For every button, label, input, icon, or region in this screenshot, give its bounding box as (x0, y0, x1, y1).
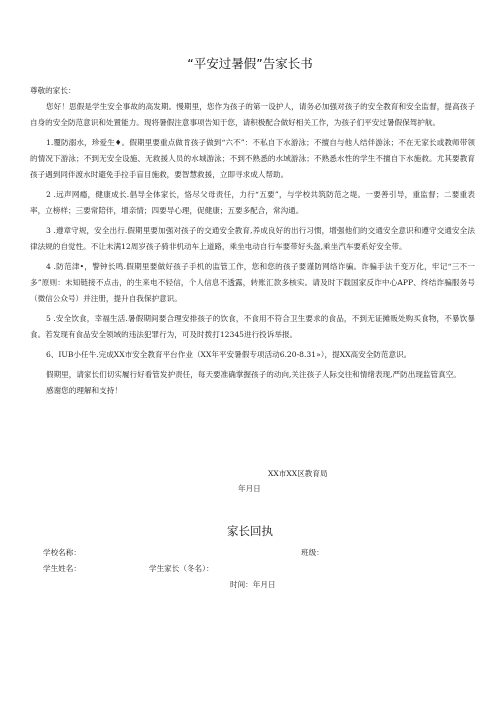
receipt-title: 家长回执 (227, 524, 273, 538)
signature-org: XX市XX区教育局 (268, 469, 328, 478)
paragraph-food: 5 .安全饮食，幸福生活.暑假期间要合理安排孩子的饮食，不食用不符合卫生要求的食品，不到无证摊贩处购买食物，不暴饮暴食。若发现有食品安全领域的违法犯罪行为，可及时拨打12345进行投诉举报。 (30, 314, 475, 339)
paragraph-drowning: 1.覆防溺水，珍爱生♦。假期里要重点做肯孩子做到“六不”：不私自下水游泳；不擅自与他人结伴游泳；不在无家长或教师带领的情况下游泳；不到无安全设施、无救援人员的水城游泳；不到不熟悉的水域游泳；不熟悉水性的学生不擅自下水施救。尤其要教育孩子遇到同伴渡水时避免手拉手盲目施救，要智慧救援，立即寻求成人帮助。 (30, 138, 475, 179)
paragraph-platform: 6、IUB小任牛.完成XX市安全教育平台作业（XX年平安暑假专项活动6.20-8.31»），提XX高安全防范意识。 (46, 350, 412, 359)
student-name-label: 学生姓名： (43, 564, 81, 573)
letter-body (30, 83, 475, 399)
class-label: 班级： (301, 548, 324, 557)
signature-date: 年月日 (238, 484, 261, 493)
paragraph-internet: 2 .远声网瘾，健康成长.倡导全体家长，恪尽父母责任，力行“五要”，与学校共筑防范之堤。一要善引导，重监督；二要重表率，立榜样；三要常陪伴，增亲情；四要导心理，促健康；五要多配合，常沟通。 (30, 190, 475, 215)
parent-signature-label: 学生家长（冬名）： (149, 564, 214, 573)
paragraph-traffic: 3 .遵章守规，安全出行.假期里要加强对孩子的交通安全教育,养成良好的出行习惯，增强他们的交通安全意识和遵守交通安全法律法规的自觉性。不让未满12周岁孩子骑非机动车上道路，乘坐电动自行车要带好头盔,乘坐汽车要系好安全带。 (30, 226, 475, 251)
paragraph-intro: 您好！思假是学生安全事故的高发期。慢期里，您作为孩子的第一设护人，请务必加强对孩子的安全教育和安全监督，提高孩子自身的安全防范意识和处置能力。现将暑假注意事项告知于您，请积极配合做好相关工作，为孩子们平安过暑假保驾护航。 (30, 102, 475, 127)
paragraph-supervision: 假期里，请家长们切实履行好看管发护责任，每天要准确掌握孩子的动向,关注孩子人际交往和情绪表现,严防出现监管真空。 (46, 370, 461, 379)
document-title: “平安过暑假”告家长书 (187, 56, 313, 71)
paragraph-thanks: 感谢您的理解和支持！ (46, 386, 122, 395)
school-name-label: 学校名称： (43, 548, 81, 557)
receipt-time-label: 时间：年月日 (230, 580, 276, 589)
paragraph-fraud: 4 .防范津•，警钟长鸣.假期里要做好孩子手机的监管工作，您和您的孩子要谨防网络诈骗。诈骗手法千变万化，牢记“三不一多”原则：未知链接不点击，的生来电不轻信，个人信息不透露，转账汇款多核实。请及时下载国家反诈中心APP、终结诈骗服务号（微信公众号）并注册，提升自我保护意识。 (30, 262, 475, 303)
salutation: 尊敬的家长： (30, 86, 76, 95)
